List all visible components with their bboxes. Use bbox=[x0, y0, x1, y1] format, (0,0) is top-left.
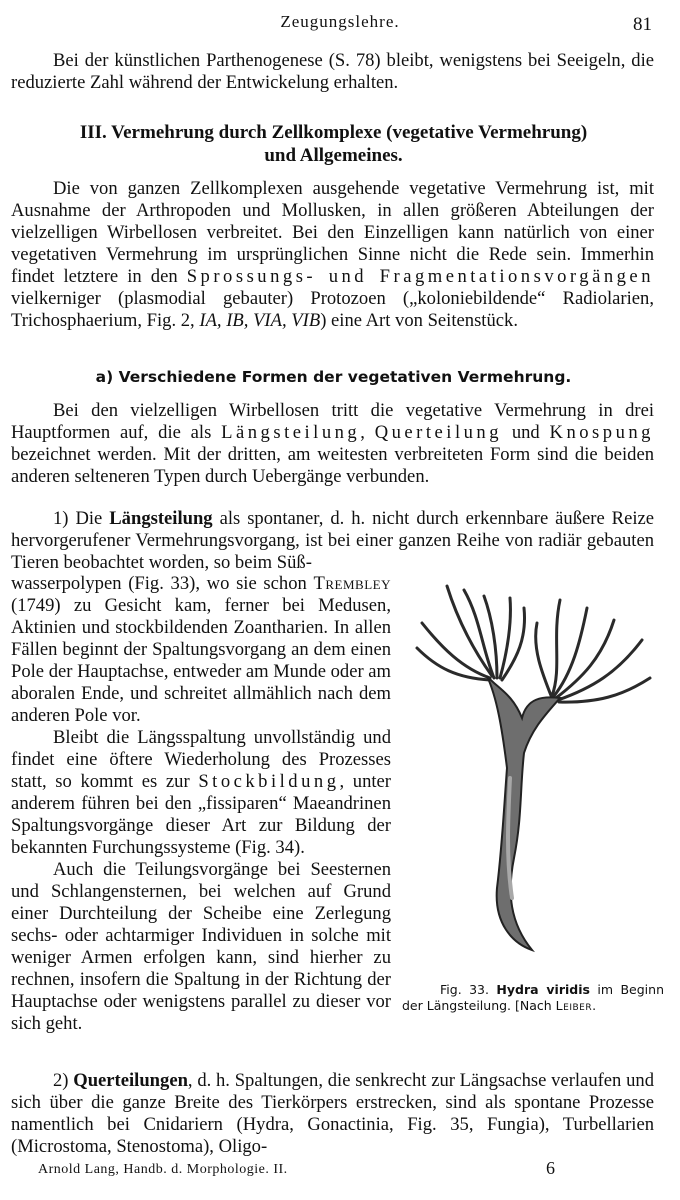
wrap-text-b: (1749) zu Gesicht kam, ferner bei Medusen, Aktinien und stockbildenden Zoantharien. In allen Fällen beginnt der Spaltungsvorgang an dem einen Pole der Hauptachse, entweder am Munde oder am aboralen Ende, und schreitet allmählich nach dem anderen Pole vor. bbox=[11, 595, 392, 726]
subsection-heading: a) Verschiedene Formen der vegetativen Vermehrung. bbox=[95, 368, 572, 386]
item1-term: Längsteilung bbox=[109, 508, 213, 529]
wrap-paragraph-2 bbox=[11, 727, 391, 859]
term-knospung: Knospung bbox=[549, 422, 654, 443]
caption-author: Leiber. bbox=[555, 998, 597, 1013]
item1-paragraph bbox=[11, 508, 654, 574]
section-paragraph-text-1: Die von ganzen Zellkomplexen ausgehende vegetative Vermehrung ist, mit Ausnahme der Arthropoden und Mollusken, in allen größeren Abteilungen der vielzelligen Wirbellosen verbreitet. Bei den Einzelligen kann natürlich von einer vegetativen Vermehrung im ursprünglichen Sinne nicht die Rede sein. Immerhin findet letztere in den bbox=[11, 178, 654, 287]
spaced-term-sprossung: Sprossungs- und Fragmentationsvorgängen bbox=[186, 266, 654, 287]
running-title: Zeugungslehre. bbox=[280, 12, 400, 31]
caption-text: im Beginn der Längsteilung. [Nach bbox=[402, 982, 664, 1013]
hydra-illustration bbox=[402, 578, 664, 968]
subsection-paragraph bbox=[11, 400, 654, 488]
para2-start: Bleibt die Längsspaltung unvollständig und findet eine öftere Wiederholung des Prozesses statt, so kommt es zur bbox=[11, 727, 391, 792]
item1-text: als spontaner, d. h. nicht durch erkennbare äußere Reize hervorgerufener Vermehrungsvorgang, ist bei einer ganzen Reihe von radiär gebauten Tieren beobachtet worden, so beim Süß- bbox=[11, 508, 655, 573]
wrap-paragraph-3: Auch die Teilungsvorgänge bei Seesternen und Schlangensternen, bei welchen auf Grund einer Durchteilung der Scheibe eine Zerlegung sechs- oder achtarmiger Individuen in solche mit weniger Armen erfolgen kann, sind hierher zu rechnen, insofern die Spaltung in der Richtung der Hauptachse oder wenigstens parallel zu dieser vor sich geht. bbox=[11, 859, 391, 1034]
caption-label: Fig. 33. bbox=[440, 982, 489, 997]
item2-text: , d. h. Spaltungen, die senkrecht zur Längsachse verlaufen und sich über die ganze Breite des Tierkörpers erstrecken, sind als spontane Prozesse namentlich bei Cnidariern (Hydra, Gonactinia, Fig. 35, Fungia), Turbellarien (Microstoma, Stenostoma), Oligo- bbox=[11, 1070, 654, 1157]
term-laengsteilung: Längsteilung bbox=[221, 422, 361, 443]
para2-end: , unter anderem führen bei den „fissiparen“ Maeandrinen Spaltungsvorgänge dieser Art zur Bildung der bekannten Furchungssysteme (Fig. 34). bbox=[11, 771, 391, 858]
caption-species: Hydra viridis bbox=[496, 982, 590, 997]
term-stockbildung: Stockbildung bbox=[198, 771, 340, 792]
item2-term: Querteilungen bbox=[73, 1070, 188, 1091]
page-footer bbox=[0, 1156, 680, 1186]
item1-number: 1) Die bbox=[53, 508, 103, 529]
subsection-text-end: bezeichnet werden. Mit der dritten, am weitesten verbreiteten Form sind die beiden anderen selteneren Typen durch Uebergänge verbunden. bbox=[11, 444, 654, 487]
section-paragraph-text-3: ) eine Art von Seitenstück. bbox=[320, 310, 518, 331]
figure-caption bbox=[402, 982, 664, 1014]
running-header bbox=[0, 8, 680, 38]
footer-source: Arnold Lang, Handb. d. Morphologie. II. bbox=[38, 1162, 288, 1177]
wrapped-text-column bbox=[11, 573, 391, 1035]
wrap-paragraph-1 bbox=[11, 573, 391, 727]
subsection-text-start: Bei den vielzelligen Wirbellosen tritt die vegetative Vermehrung in drei Hauptformen auf, die als bbox=[11, 400, 654, 443]
section-paragraph-text-2: vielkerniger (plasmodial gebauter) Protozoen („koloniebildende“ Radiolarien, Trichosphaerium, Fig. 2, bbox=[11, 288, 654, 331]
term-querteilung: Querteilung bbox=[374, 422, 503, 443]
wrap-text-a: wasserpolypen (Fig. 33), wo sie schon bbox=[11, 573, 307, 594]
page-number: 81 bbox=[633, 14, 652, 35]
author-trembley: Trembley bbox=[313, 573, 391, 594]
section-heading-line1: III. Vermehrung durch Zellkomplexe (vegetative Vermehrung) bbox=[79, 122, 588, 143]
item2-number: 2) bbox=[53, 1070, 69, 1091]
signature-mark: 6 bbox=[546, 1158, 555, 1178]
figure-33 bbox=[402, 578, 664, 968]
separator-und: und bbox=[511, 422, 540, 443]
section-heading bbox=[11, 121, 656, 167]
item2-paragraph bbox=[11, 1070, 654, 1158]
separator-comma: , bbox=[360, 422, 365, 443]
figure-reference: IA, IB, VIA, VIB bbox=[199, 310, 321, 331]
intro-paragraph: Bei der künstlichen Parthenogenese (S. 78) bleibt, wenigstens bei Seeigeln, die reduzierte Zahl während der Entwickelung erhalten. bbox=[11, 50, 654, 93]
section-heading-line2: und Allgemeines. bbox=[264, 145, 403, 166]
section-paragraph bbox=[11, 178, 654, 332]
